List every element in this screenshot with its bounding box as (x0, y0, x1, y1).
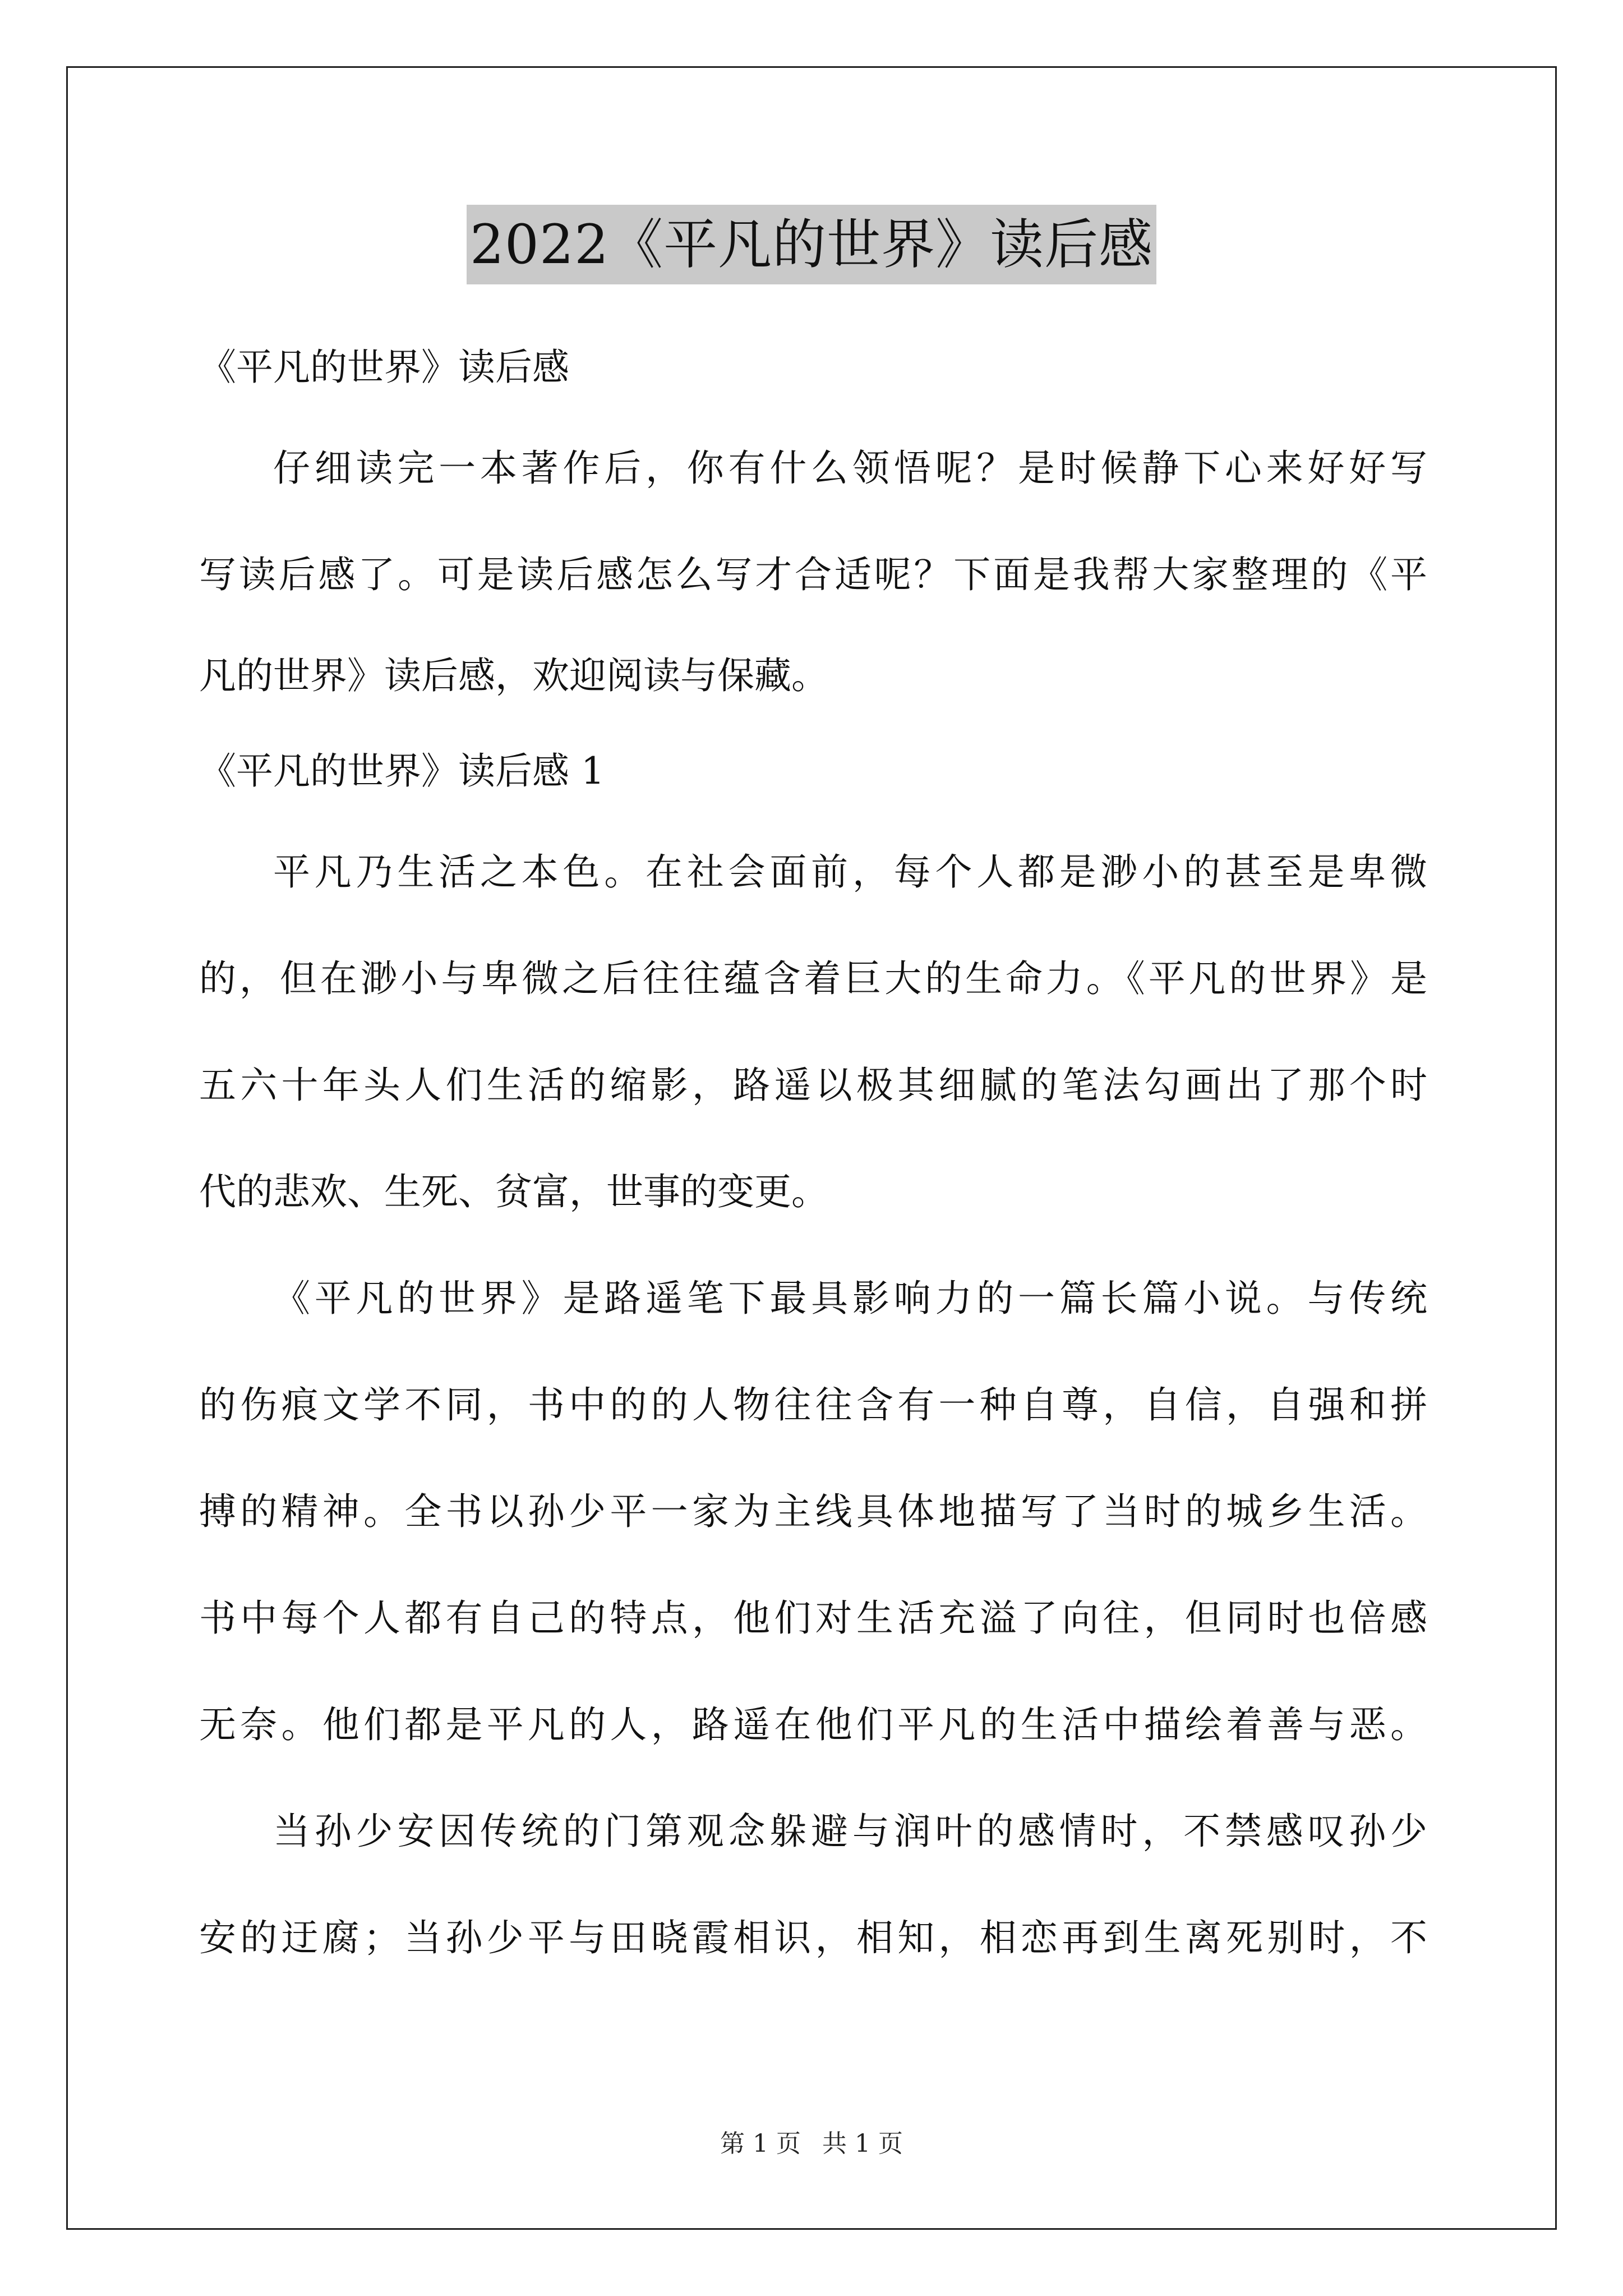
paragraph-line: 代的悲欢、生死、贫富，世事的变更。 (199, 1170, 828, 1213)
paragraph-line: 安的迂腐；当孙少平与田晓霞相识，相知，相恋再到生离死别时，不 (199, 1916, 1427, 1959)
paragraph-line: 《平凡的世界》是路遥笔下最具影响力的一篇长篇小说。与传统 (273, 1277, 1427, 1320)
paragraph-line: 的伤痕文学不同，书中的的人物往往含有一种自尊，自信，自强和拼 (199, 1383, 1427, 1427)
page-number: 第 1 页 (720, 2129, 801, 2158)
page-total: 共 1 页 (822, 2129, 903, 2158)
title-block (0, 205, 1623, 284)
paragraph-line: 书中每个人都有自己的特点，他们对生活充溢了向往，但同时也倍感 (199, 1596, 1427, 1640)
paragraph-line: 搏的精神。全书以孙少平一家为主线具体地描写了当时的城乡生活。 (199, 1490, 1427, 1533)
paragraph-line: 当孙少安因传统的门第观念躲避与润叶的感情时，不禁感叹孙少 (273, 1810, 1427, 1853)
page-footer (0, 2127, 1623, 2161)
section-heading: 《平凡的世界》读后感 (199, 346, 569, 389)
paragraph-line: 五六十年头人们生活的缩影，路遥以极其细腻的笔法勾画出了那个时 (199, 1064, 1427, 1107)
paragraph-line: 的，但在渺小与卑微之后往往蕴含着巨大的生命力。《平凡的世界》是 (199, 957, 1427, 1000)
paragraph-line: 平凡乃生活之本色。在社会面前，每个人都是渺小的甚至是卑微 (273, 850, 1427, 894)
paragraph-line: 仔细读完一本著作后，你有什么领悟呢？是时候静下心来好好写 (273, 447, 1427, 490)
document-body (199, 320, 1427, 1991)
paragraph-line: 写读后感了。可是读后感怎么写才合适呢？下面是我帮大家整理的《平 (199, 553, 1427, 596)
paragraph-line: 无奈。他们都是平凡的人，路遥在他们平凡的生活中描绘着善与恶。 (199, 1703, 1427, 1746)
document-title: 2022《平凡的世界》读后感 (467, 205, 1156, 284)
paragraph-line: 凡的世界》读后感，欢迎阅读与保藏。 (199, 654, 828, 697)
section-heading: 《平凡的世界》读后感 1 (199, 749, 605, 793)
